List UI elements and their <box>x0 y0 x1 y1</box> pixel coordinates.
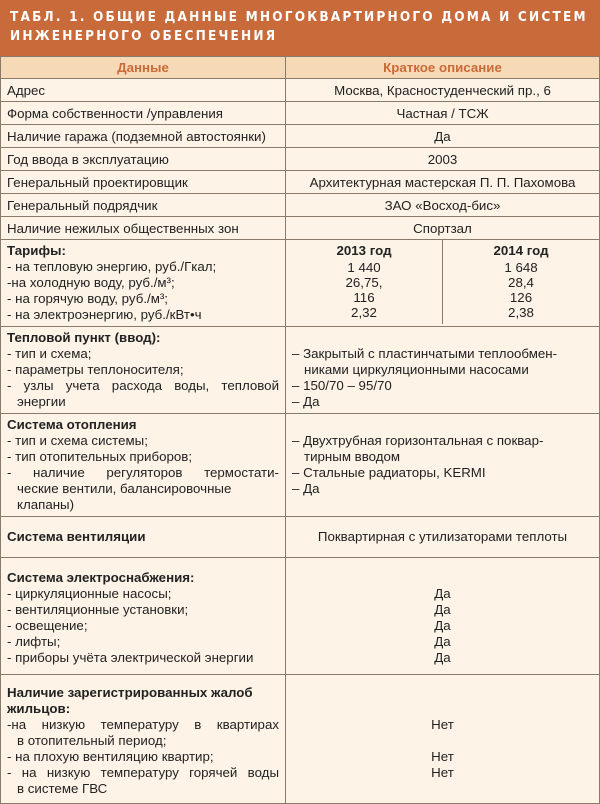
heating-value: – Двухтрубная горизонтальная с поквар- <box>292 433 544 448</box>
power-value: Да <box>434 650 451 665</box>
heat-point-value: никами циркуляционными насосами <box>304 362 529 377</box>
row-value: Москва, Красностуденческий пр., 6 <box>286 79 600 102</box>
power-heading: Система электроснабжения: <box>7 570 195 585</box>
tariff-item: - на горячую воду, руб./м³; <box>7 291 168 306</box>
row-value: Спортзал <box>286 217 600 240</box>
row-value: Да <box>286 125 600 148</box>
ventilation-heading: Система вентиляции <box>1 517 286 558</box>
complaints-heading: Наличие зарегистрированных жалоб <box>7 685 253 700</box>
heating-item: - тип отопительных приборов; <box>7 449 193 464</box>
tariff-value-2014: 28,4 <box>508 275 534 290</box>
heat-point-item: - узлы учета расхода воды, тепловой <box>7 378 279 393</box>
row-value: ЗАО «Восход-бис» <box>286 194 600 217</box>
row-label: Наличие нежилых общественных зон <box>1 217 286 240</box>
power-row <box>1 558 600 675</box>
year-2013: 2013 год <box>286 240 443 260</box>
tariff-value-2013: 26,75, <box>286 275 443 290</box>
row-label: Наличие гаража (подземной автостоянки) <box>1 125 286 148</box>
heating-values <box>286 414 600 517</box>
tariff-value-2013: 2,32 <box>286 305 443 324</box>
complaints-labels <box>1 675 286 804</box>
heating-value: – Да <box>292 481 320 496</box>
heat-point-heading: Тепловой пункт (ввод): <box>7 330 161 345</box>
tariff-values-table <box>286 240 599 324</box>
table-row <box>1 148 600 171</box>
heating-labels <box>1 414 286 517</box>
heating-heading: Система отопления <box>7 417 137 432</box>
complaints-heading: жильцов: <box>7 701 71 716</box>
heat-point-item: энергии <box>17 394 66 409</box>
tariff-value-2014: 1 648 <box>504 260 538 275</box>
heat-point-value: – Да <box>292 394 320 409</box>
tariff-value-2013: 116 <box>286 290 443 305</box>
tariffs-values <box>286 240 600 327</box>
heat-point-labels <box>1 327 286 414</box>
heat-point-values <box>286 327 600 414</box>
table-row <box>1 194 600 217</box>
ventilation-row <box>1 517 600 558</box>
header-data: Данные <box>1 57 286 79</box>
tariff-item: - на электроэнергию, руб./кВт•ч <box>7 307 202 322</box>
row-label: Генеральный подрядчик <box>1 194 286 217</box>
table-title <box>0 0 600 56</box>
header-description: Краткое описание <box>286 57 600 79</box>
heating-item: - наличие регуляторов термостати- <box>7 465 279 480</box>
table-row <box>1 217 600 240</box>
tariff-item: - на тепловую энергию, руб./Гкал; <box>7 259 217 274</box>
power-labels <box>1 558 286 675</box>
complaints-value: Нет <box>431 749 454 764</box>
table-row <box>1 125 600 148</box>
row-label: Генеральный проектировщик <box>1 171 286 194</box>
power-item: - циркуляционные насосы; <box>7 586 172 601</box>
table-row <box>1 79 600 102</box>
heating-value: – Стальные радиаторы, KERMI <box>292 465 486 480</box>
heat-point-item: - тип и схема; <box>7 346 92 361</box>
row-label: Форма собственности /управления <box>1 102 286 125</box>
complaints-values <box>286 675 600 804</box>
complaints-item: в отопительный период; <box>17 733 167 748</box>
heat-point-row <box>1 327 600 414</box>
row-label: Год ввода в эксплуатацию <box>1 148 286 171</box>
row-label: Адрес <box>1 79 286 102</box>
complaints-item: - на плохую вентиляцию квартир; <box>7 749 214 764</box>
data-table <box>0 56 600 804</box>
year-2014: 2014 год <box>493 243 549 258</box>
tariff-value-2014: 126 <box>509 290 533 305</box>
title-line-2: ИНЖЕНЕРНОГО ОБЕСПЕЧЕНИЯ <box>10 28 278 44</box>
heat-point-value: – Закрытый с пластинчатыми теплообмен- <box>292 346 558 361</box>
row-value: 2003 <box>286 148 600 171</box>
power-value: Да <box>434 634 451 649</box>
power-value: Да <box>434 586 451 601</box>
ventilation-value: Поквартирная с утилизаторами теплоты <box>286 517 600 558</box>
power-values <box>286 558 600 675</box>
tariff-value-2014: 2,38 <box>508 305 534 320</box>
heating-row <box>1 414 600 517</box>
heating-value: тирным вводом <box>304 449 401 464</box>
heat-point-value: – 150/70 – 95/70 <box>292 378 392 393</box>
complaints-item: в системе ГВС <box>17 781 108 796</box>
row-value: Частная / ТСЖ <box>286 102 600 125</box>
power-value: Да <box>434 602 451 617</box>
complaints-item: - на низкую температуру горячей воды <box>7 765 279 780</box>
tariff-item: -на холодную воду, руб./м³; <box>7 275 175 290</box>
tariff-value-2013: 1 440 <box>286 260 443 275</box>
tariffs-labels <box>1 240 286 327</box>
title-line-1: ТАБЛ. 1. ОБЩИЕ ДАННЫЕ МНОГОКВАРТИРНОГО ДОМА И СИСТЕМ <box>10 9 588 25</box>
table-row <box>1 102 600 125</box>
power-item: - лифты; <box>7 634 61 649</box>
complaints-value: Нет <box>431 765 454 780</box>
heating-item: клапаны) <box>17 497 75 512</box>
tariffs-row <box>1 240 600 327</box>
heating-item: ческие вентили, балансировочные <box>17 481 232 496</box>
heat-point-item: - параметры теплоносителя; <box>7 362 184 377</box>
complaints-row <box>1 675 600 804</box>
power-item: - приборы учёта электрической энергии <box>7 650 254 665</box>
heating-item: - тип и схема системы; <box>7 433 148 448</box>
row-value: Архитектурная мастерская П. П. Пахомова <box>286 171 600 194</box>
complaints-item: -на низкую температуру в квартирах <box>7 717 279 732</box>
complaints-value: Нет <box>431 717 454 732</box>
tariffs-heading: Тарифы: <box>7 243 66 258</box>
power-value: Да <box>434 618 451 633</box>
power-item: - вентиляционные установки; <box>7 602 189 617</box>
table-row <box>1 171 600 194</box>
power-item: - освещение; <box>7 618 88 633</box>
header-row <box>1 57 600 79</box>
